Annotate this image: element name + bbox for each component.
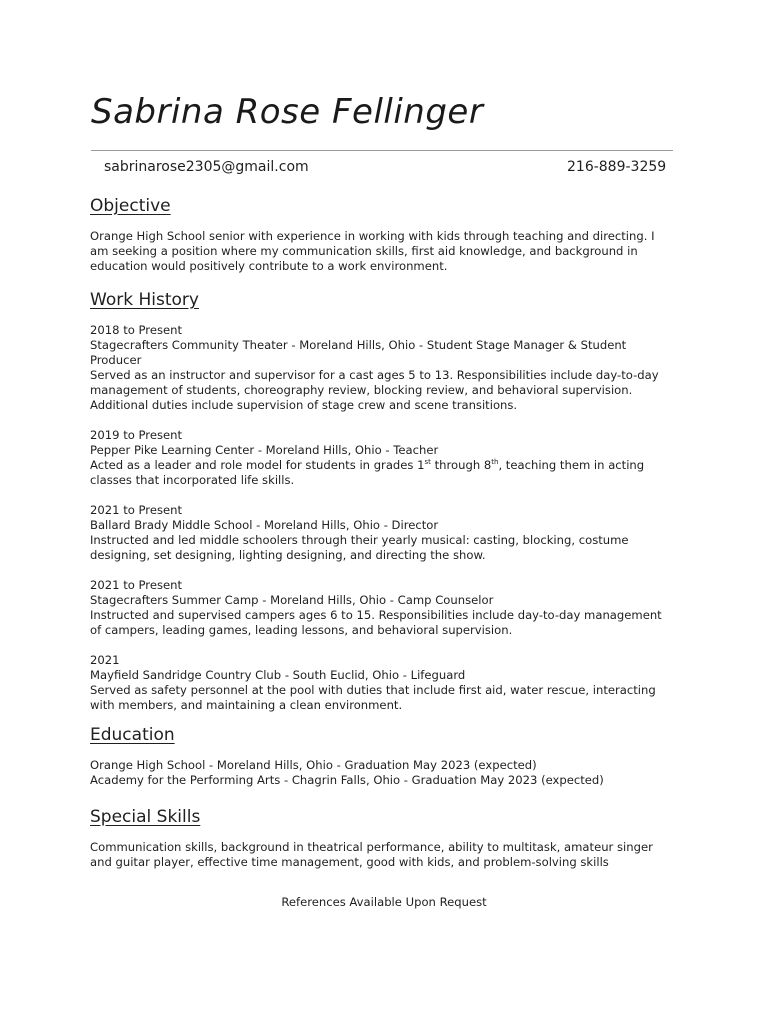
work-entry-description: Instructed and led middle schoolers through their yearly musical: casting, blocking, costume designing, set designing, lighting designing, and directing the show. xyxy=(90,533,629,562)
description-text-part: Acted as a leader and role model for students in grades 1 xyxy=(90,458,425,472)
ordinal-suffix: st xyxy=(424,458,431,467)
work-entry-title: Stagecrafters Summer Camp - Moreland Hills, Ohio - Camp Counselor xyxy=(90,593,494,607)
work-history-section xyxy=(90,290,675,713)
education-line: Academy for the Performing Arts - Chagrin Falls, Ohio - Graduation May 2023 (expected) xyxy=(90,773,604,787)
work-entry-description: Served as an instructor and supervisor for a cast ages 5 to 13. Responsibilities include day-to-day management of students, choreography review, blocking review, and behavioral supervision. Additional duties include supervision of stage crew and scene transitions. xyxy=(90,368,659,412)
work-entry xyxy=(90,578,675,638)
work-entry-dates: 2018 to Present xyxy=(90,323,183,337)
work-entry-dates: 2021 xyxy=(90,653,120,667)
work-entry xyxy=(90,323,675,413)
special-skills-text: Communication skills, background in theatrical performance, ability to multitask, amateur singer and guitar player, effective time management, good with kids, and problem-solving skills xyxy=(90,840,653,869)
work-entry-description xyxy=(90,458,675,488)
description-text-part: , teaching them in acting classes that incorporated life skills. xyxy=(90,458,645,487)
work-entry-description: Served as safety personnel at the pool with duties that include first aid, water rescue, interacting with members, and maintaining a clean environment. xyxy=(90,683,656,712)
work-entry-description: Instructed and supervised campers ages 6 to 15. Responsibilities include day-to-day management of campers, leading games, leading lessons, and behavioral supervision. xyxy=(90,608,662,637)
references-note: References Available Upon Request xyxy=(281,895,487,909)
objective-section xyxy=(90,196,675,274)
education-section xyxy=(90,725,675,788)
candidate-name: Sabrina Rose Fellinger xyxy=(91,92,484,132)
work-entry-dates: 2021 to Present xyxy=(90,578,183,592)
education-heading: Education xyxy=(90,725,175,745)
objective-text: Orange High School senior with experience in working with kids through teaching and directing. I am seeking a position where my communication skills, first aid knowledge, and background in education would positively contribute to a work environment. xyxy=(90,229,655,273)
work-entry-title: Mayfield Sandridge Country Club - South Euclid, Ohio - Lifeguard xyxy=(90,668,466,682)
resume-body xyxy=(90,196,675,870)
work-entry-title: Pepper Pike Learning Center - Moreland Hills, Ohio - Teacher xyxy=(90,443,439,457)
header-divider xyxy=(91,150,673,151)
work-entry-title: Ballard Brady Middle School - Moreland Hills, Ohio - Director xyxy=(90,518,439,532)
work-entry xyxy=(90,428,675,488)
phone-number: 216-889-3259 xyxy=(567,159,667,175)
education-line: Orange High School - Moreland Hills, Ohio - Graduation May 2023 (expected) xyxy=(90,758,537,772)
work-history-heading: Work History xyxy=(90,290,199,310)
ordinal-suffix: th xyxy=(491,458,499,467)
work-entry-title: Stagecrafters Community Theater - Moreland Hills, Ohio - Student Stage Manager & Student Producer xyxy=(90,338,627,367)
objective-heading: Objective xyxy=(90,196,171,216)
work-entry xyxy=(90,503,675,563)
work-entry-dates: 2019 to Present xyxy=(90,428,183,442)
work-entry-dates: 2021 to Present xyxy=(90,503,183,517)
work-entry xyxy=(90,653,675,713)
description-text-part: through 8 xyxy=(430,458,492,472)
email-address: sabrinarose2305@gmail.com xyxy=(104,159,309,175)
special-skills-heading: Special Skills xyxy=(90,807,201,827)
special-skills-section xyxy=(90,807,675,870)
